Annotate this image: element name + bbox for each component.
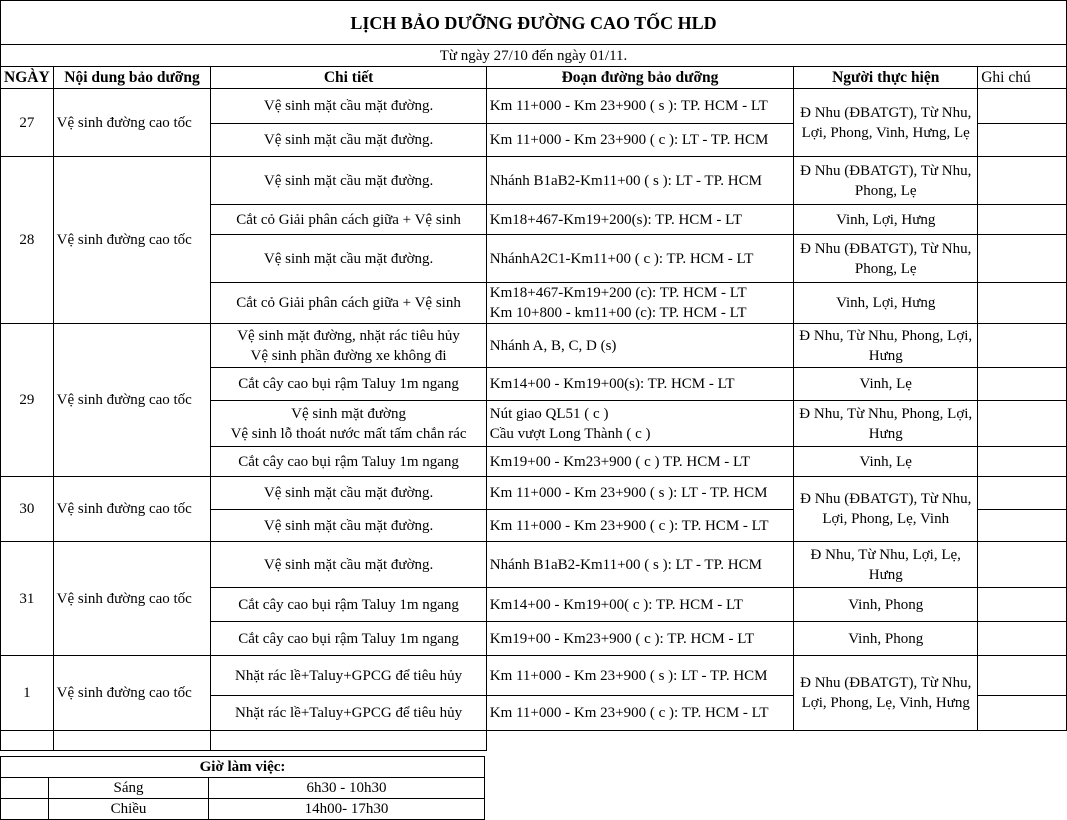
cell-line: NhánhA2C1-Km11+00 ( c ): TP. HCM - LT: [489, 250, 754, 267]
section-cell: [486, 622, 794, 656]
cell-line: Vệ sinh mặt đường, nhặt rác tiêu hủy: [237, 327, 460, 344]
work-hours-row: [1, 799, 485, 820]
note-cell: [978, 477, 1067, 510]
content-cell: Vệ sinh đường cao tốc: [53, 157, 211, 324]
note-cell: [978, 368, 1067, 401]
person-cell: [794, 324, 978, 368]
cell-line: Phong, Lẹ: [854, 260, 917, 277]
cell-line: Km 11+000 - Km 23+900 ( c ): TP. HCM - LT: [489, 517, 769, 534]
section-cell: [486, 89, 794, 124]
header-detail: Chi tiết: [211, 67, 486, 89]
header-content: Nội dung bảo dưỡng: [53, 67, 211, 89]
person-cell: [794, 205, 978, 235]
content-cell: Vệ sinh đường cao tốc: [53, 542, 211, 656]
cell-line: Lợi, Phong, Vinh, Hưng, Lẹ: [801, 124, 970, 141]
section-cell: [486, 656, 794, 696]
work-hours-value: 14h00- 17h30: [209, 799, 485, 820]
header-note: Ghi chú: [978, 67, 1067, 89]
cell-line: Cắt cây cao bụi rậm Taluy 1m ngang: [238, 453, 459, 470]
schedule-row: [1, 157, 1067, 205]
cell-line: Km 11+000 - Km 23+900 ( s ): LT - TP. HCM: [489, 667, 768, 684]
cell-line: Đ Nhu (ĐBATGT), Từ Nhu,: [800, 104, 972, 121]
empty-cell: [486, 731, 1066, 751]
detail-cell: [211, 89, 486, 124]
cell-line: Vệ sinh lỗ thoát nước mất tấm chắn rác: [230, 425, 467, 442]
note-cell: [978, 401, 1067, 447]
detail-cell: [211, 205, 486, 235]
section-cell: [486, 368, 794, 401]
detail-cell: [211, 283, 486, 324]
cell-line: Km 11+000 - Km 23+900 ( c ): LT - TP. HCM: [489, 132, 769, 148]
day-cell: 30: [1, 477, 54, 542]
detail-cell: [211, 124, 486, 157]
cell-line: Vinh, Lẹ: [859, 376, 912, 392]
note-cell: [978, 588, 1067, 622]
cell-line: Vệ sinh mặt cầu mặt đường.: [263, 132, 434, 148]
section-cell: [486, 235, 794, 283]
schedule-row: [1, 89, 1067, 124]
cell-line: Phong, Lẹ: [854, 182, 917, 199]
section-cell: [486, 477, 794, 510]
detail-cell: [211, 157, 486, 205]
cell-line: Vệ sinh mặt đường: [291, 405, 406, 422]
cell-line: Cầu vượt Long Thành ( c ): [489, 425, 651, 442]
cell-line: Hưng: [868, 566, 903, 583]
cell-line: Km 11+000 - Km 23+900 ( s ): TP. HCM - LT: [489, 98, 768, 114]
section-cell: [486, 588, 794, 622]
cell-line: Vinh, Lẹ: [859, 453, 912, 470]
empty-cell: [211, 731, 486, 751]
header-person: Người thực hiện: [794, 67, 978, 89]
content-cell: Vệ sinh đường cao tốc: [53, 656, 211, 731]
detail-cell: [211, 542, 486, 588]
detail-cell: [211, 656, 486, 696]
cell-line: Km19+00 - Km23+900 ( c ): TP. HCM - LT: [489, 630, 755, 647]
note-cell: [978, 656, 1067, 696]
cell-line: Km19+00 - Km23+900 ( c ) TP. HCM - LT: [489, 453, 750, 470]
schedule-row: [1, 477, 1067, 510]
note-cell: [978, 622, 1067, 656]
section-cell: [486, 124, 794, 157]
section-cell: [486, 447, 794, 477]
work-hours-value: 6h30 - 10h30: [209, 778, 485, 799]
cell-line: Nút giao QL51 ( c ): [489, 405, 609, 422]
note-cell: [978, 324, 1067, 368]
cell-line: Đ Nhu, Từ Nhu, Phong, Lợi,: [799, 405, 973, 422]
person-cell: [794, 401, 978, 447]
cell-line: Đ Nhu, Từ Nhu, Lợi, Lẹ,: [810, 546, 961, 563]
cell-line: Km18+467-Km19+200(s): TP. HCM - LT: [489, 211, 743, 228]
cell-line: Km14+00 - Km19+00(s): TP. HCM - LT: [489, 376, 735, 392]
work-hours-label: Chiều: [49, 799, 209, 820]
day-cell: 29: [1, 324, 54, 477]
work-hours-table: [0, 756, 485, 820]
note-cell: [978, 157, 1067, 205]
section-cell: [486, 510, 794, 542]
section-cell: [486, 542, 794, 588]
person-cell: [794, 622, 978, 656]
cell-line: Cắt cỏ Giải phân cách giữa + Vệ sinh: [236, 295, 461, 311]
section-cell: [486, 401, 794, 447]
cell-line: Km 10+800 - km11+00 (c): TP. HCM - LT: [489, 305, 747, 321]
page-title: LỊCH BẢO DƯỠNG ĐƯỜNG CAO TỐC HLD: [1, 1, 1067, 45]
cell-line: Vệ sinh phần đường xe không đi: [250, 347, 447, 364]
cell-line: Km 11+000 - Km 23+900 ( c ): TP. HCM - LT: [489, 705, 769, 721]
cell-line: Vệ sinh mặt cầu mặt đường.: [263, 250, 434, 267]
empty-cell: [1, 731, 54, 751]
cell-line: Đ Nhu (ĐBATGT), Từ Nhu,: [800, 162, 972, 179]
person-cell: [794, 542, 978, 588]
work-hours-blank: [1, 799, 49, 820]
note-cell: [978, 542, 1067, 588]
detail-cell: [211, 401, 486, 447]
section-cell: [486, 324, 794, 368]
content-cell: Vệ sinh đường cao tốc: [53, 324, 211, 477]
cell-line: Vệ sinh mặt cầu mặt đường.: [263, 98, 434, 114]
day-cell: 28: [1, 157, 54, 324]
cell-line: Đ Nhu, Từ Nhu, Phong, Lợi,: [799, 327, 973, 344]
cell-line: Đ Nhu (ĐBATGT), Từ Nhu,: [800, 240, 972, 257]
cell-line: Vinh, Lợi, Hưng: [836, 211, 936, 228]
work-hours-title: Giờ làm việc:: [1, 757, 485, 778]
note-cell: [978, 89, 1067, 124]
person-cell: [794, 283, 978, 324]
person-cell: [794, 447, 978, 477]
header-section: Đoạn đường bảo dưỡng: [486, 67, 794, 89]
cell-line: Vệ sinh mặt cầu mặt đường.: [263, 485, 434, 501]
content-cell: Vệ sinh đường cao tốc: [53, 477, 211, 542]
detail-cell: [211, 622, 486, 656]
day-cell: 31: [1, 542, 54, 656]
work-hours-blank: [1, 778, 49, 799]
detail-cell: [211, 696, 486, 731]
person-cell: [794, 588, 978, 622]
note-cell: [978, 283, 1067, 324]
cell-line: Nhặt rác lề+Taluy+GPCG để tiêu hủy: [235, 705, 463, 721]
detail-cell: [211, 588, 486, 622]
schedule-row: [1, 656, 1067, 696]
cell-line: Nhánh B1aB2-Km11+00 ( s ): LT - TP. HCM: [489, 172, 762, 189]
detail-cell: [211, 368, 486, 401]
work-hours-label: Sáng: [49, 778, 209, 799]
empty-row: [1, 731, 1067, 751]
note-cell: [978, 696, 1067, 731]
note-cell: [978, 447, 1067, 477]
detail-cell: [211, 447, 486, 477]
detail-cell: [211, 235, 486, 283]
person-cell: [794, 89, 978, 157]
cell-line: Vinh, Lợi, Hưng: [836, 295, 936, 311]
header-day: NGÀY: [1, 67, 54, 89]
cell-line: Vệ sinh mặt cầu mặt đường.: [263, 556, 434, 573]
section-cell: [486, 157, 794, 205]
note-cell: [978, 205, 1067, 235]
person-cell: [794, 477, 978, 542]
note-cell: [978, 235, 1067, 283]
cell-line: Hưng: [868, 425, 903, 442]
cell-line: Đ Nhu (ĐBATGT), Từ Nhu,: [800, 675, 972, 691]
cell-line: Nhánh B1aB2-Km11+00 ( s ): LT - TP. HCM: [489, 556, 762, 573]
schedule-row: [1, 542, 1067, 588]
cell-line: Hưng: [868, 347, 903, 364]
date-range: Từ ngày 27/10 đến ngày 01/11.: [1, 45, 1067, 67]
schedule-row: [1, 324, 1067, 368]
cell-line: Km18+467-Km19+200 (c): TP. HCM - LT: [489, 285, 747, 301]
day-cell: 27: [1, 89, 54, 157]
cell-line: Lợi, Phong, Lẹ, Vinh: [822, 511, 950, 527]
cell-line: Nhặt rác lề+Taluy+GPCG để tiêu hủy: [235, 667, 463, 684]
cell-line: Vinh, Phong: [848, 596, 924, 613]
person-cell: [794, 368, 978, 401]
detail-cell: [211, 510, 486, 542]
empty-cell: [53, 731, 211, 751]
cell-line: Lợi, Phong, Lẹ, Vinh, Hưng: [801, 695, 970, 711]
cell-line: Vệ sinh mặt cầu mặt đường.: [263, 172, 434, 189]
cell-line: Km 11+000 - Km 23+900 ( s ): LT - TP. HCM: [489, 485, 768, 501]
person-cell: [794, 157, 978, 205]
cell-line: Cắt cây cao bụi rậm Taluy 1m ngang: [238, 630, 459, 647]
cell-line: Cắt cây cao bụi rậm Taluy 1m ngang: [238, 596, 459, 613]
content-cell: Vệ sinh đường cao tốc: [53, 89, 211, 157]
work-hours-row: [1, 778, 485, 799]
section-cell: [486, 283, 794, 324]
detail-cell: [211, 324, 486, 368]
cell-line: Cắt cây cao bụi rậm Taluy 1m ngang: [238, 376, 459, 392]
section-cell: [486, 696, 794, 731]
cell-line: Nhánh A, B, C, D (s): [489, 337, 617, 354]
detail-cell: [211, 477, 486, 510]
note-cell: [978, 124, 1067, 157]
cell-line: Vệ sinh mặt cầu mặt đường.: [263, 517, 434, 534]
day-cell: 1: [1, 656, 54, 731]
cell-line: Đ Nhu (ĐBATGT), Từ Nhu,: [800, 491, 972, 507]
section-cell: [486, 205, 794, 235]
cell-line: Vinh, Phong: [848, 630, 924, 647]
person-cell: [794, 235, 978, 283]
person-cell: [794, 656, 978, 731]
cell-line: Km14+00 - Km19+00( c ): TP. HCM - LT: [489, 596, 743, 613]
cell-line: Cắt cỏ Giải phân cách giữa + Vệ sinh: [236, 211, 461, 228]
note-cell: [978, 510, 1067, 542]
